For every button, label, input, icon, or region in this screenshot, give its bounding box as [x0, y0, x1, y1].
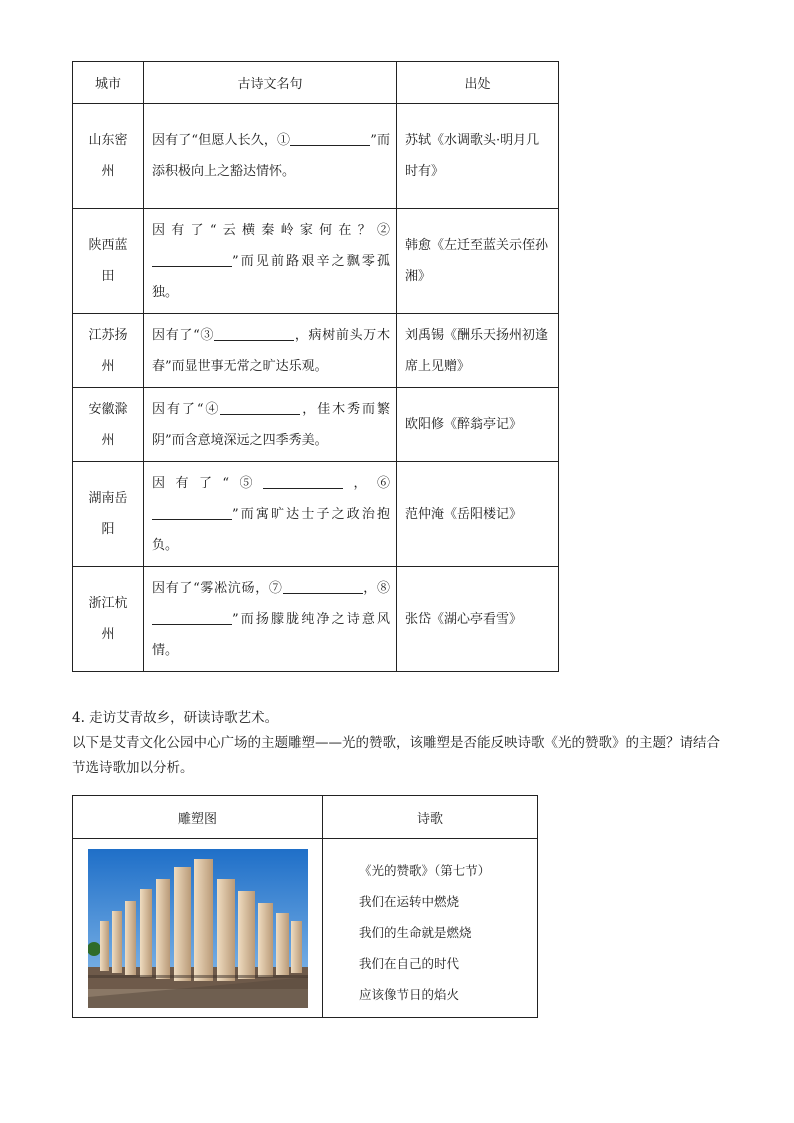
table-row — [73, 567, 559, 672]
quote-cell — [144, 209, 397, 314]
answer-blank[interactable] — [290, 131, 370, 146]
source-cell: 苏轼《水调歌头·明月几时有》 — [397, 104, 559, 209]
quote-text: ”而见前路艰辛之飘零孤独。 — [152, 253, 390, 300]
source-cell: 范仲淹《岳阳楼记》 — [397, 462, 559, 567]
poem-title: 《光的赞歌》（第七节） — [359, 863, 491, 878]
city-name: 浙江杭 — [88, 596, 128, 611]
source-cell: 欧阳修《醉翁亭记》 — [397, 388, 559, 462]
quote-text: 因有了“云横秦岭家何在？② — [152, 222, 390, 238]
city-name: 湖南岳 — [88, 491, 128, 506]
table-row — [73, 209, 559, 314]
city-cell — [73, 314, 144, 388]
sculpture-table — [72, 795, 538, 1018]
city-name-cont: 阳 — [101, 522, 115, 537]
quote-cell — [144, 388, 397, 462]
poem-cell — [323, 839, 538, 1018]
city-name-cont: 州 — [101, 627, 115, 642]
sculpture-photo — [88, 849, 308, 1008]
quote-text: 因有了“雾凇沆砀，⑦ — [152, 580, 283, 596]
quote-text: ”而寓旷达士子之政治抱负。 — [152, 506, 390, 553]
city-name-cont: 州 — [101, 164, 115, 179]
question-4 — [72, 706, 732, 781]
quote-text: ”而扬朦胧纯净之诗意风情。 — [152, 611, 390, 658]
city-cell — [73, 104, 144, 209]
answer-blank[interactable] — [214, 326, 294, 341]
quote-text: ，⑥ — [343, 475, 390, 491]
city-name: 安徽滁 — [88, 401, 128, 417]
image-cell — [73, 839, 323, 1018]
question-body: 以下是艾青文化公园中心广场的主题雕塑——光的赞歌，该雕塑是否能反映诗歌《光的赞歌》的主题？请结合节选诗歌加以分析。 — [72, 735, 720, 776]
quote-text: 因有了“③ — [152, 327, 215, 343]
city-name: 山东密 — [88, 133, 128, 148]
table-row — [73, 462, 559, 567]
poem-line: 我们在运转中燃烧 — [359, 894, 460, 909]
city-name: 江苏扬 — [88, 327, 128, 343]
quote-text: 因有了“⑤ — [152, 475, 264, 491]
answer-blank[interactable] — [152, 505, 232, 520]
poem-table-header — [73, 62, 559, 104]
question-title: 4. 走访艾青故乡，研读诗歌艺术。 — [72, 710, 279, 726]
header-source: 出处 — [397, 62, 559, 104]
city-cell — [73, 567, 144, 672]
table-row — [73, 104, 559, 209]
answer-blank[interactable] — [283, 579, 363, 594]
source-cell: 韩愈《左迁至蓝关示侄孙湘》 — [397, 209, 559, 314]
header-poem: 诗歌 — [323, 796, 538, 839]
answer-blank[interactable] — [263, 474, 343, 489]
city-cell — [73, 209, 144, 314]
table-row — [73, 314, 559, 388]
header-sculpture: 雕塑图 — [73, 796, 323, 839]
city-name-cont: 田 — [101, 269, 115, 284]
quote-text: ，病树前头万木春”而显世事无常之旷达乐观。 — [152, 327, 390, 374]
city-cell — [73, 388, 144, 462]
city-name: 陕西蓝 — [88, 238, 128, 253]
source-cell: 刘禹锡《酬乐天扬州初逢席上见赠》 — [397, 314, 559, 388]
poem-line: 应该像节日的焰火 — [359, 987, 460, 1002]
answer-blank[interactable] — [152, 252, 232, 267]
header-quote: 古诗文名句 — [144, 62, 397, 104]
quote-cell — [144, 462, 397, 567]
quote-cell — [144, 314, 397, 388]
poem-line: 我们在自己的时代 — [359, 956, 460, 971]
quote-cell — [144, 104, 397, 209]
city-name-cont: 州 — [101, 432, 115, 448]
city-cell — [73, 462, 144, 567]
poem-table — [72, 61, 559, 672]
quote-text: ”而添积极向上之豁达情怀。 — [152, 133, 390, 179]
city-name-cont: 州 — [101, 358, 115, 374]
sculpture-table-header — [73, 796, 538, 839]
quote-text: 因有了“但愿人长久，① — [152, 133, 291, 148]
table-row — [73, 839, 538, 1018]
quote-text: ，⑧ — [362, 580, 390, 596]
poem-line: 我们的生命就是燃烧 — [359, 925, 472, 940]
answer-blank[interactable] — [152, 610, 232, 625]
quote-cell — [144, 567, 397, 672]
source-cell: 张岱《湖心亭看雪》 — [397, 567, 559, 672]
quote-text: 因有了“④ — [152, 401, 221, 417]
header-city: 城市 — [73, 62, 144, 104]
table-row — [73, 388, 559, 462]
answer-blank[interactable] — [220, 400, 300, 415]
quote-text: ，佳木秀而繁阴”而含意境深远之四季秀美。 — [152, 401, 390, 448]
